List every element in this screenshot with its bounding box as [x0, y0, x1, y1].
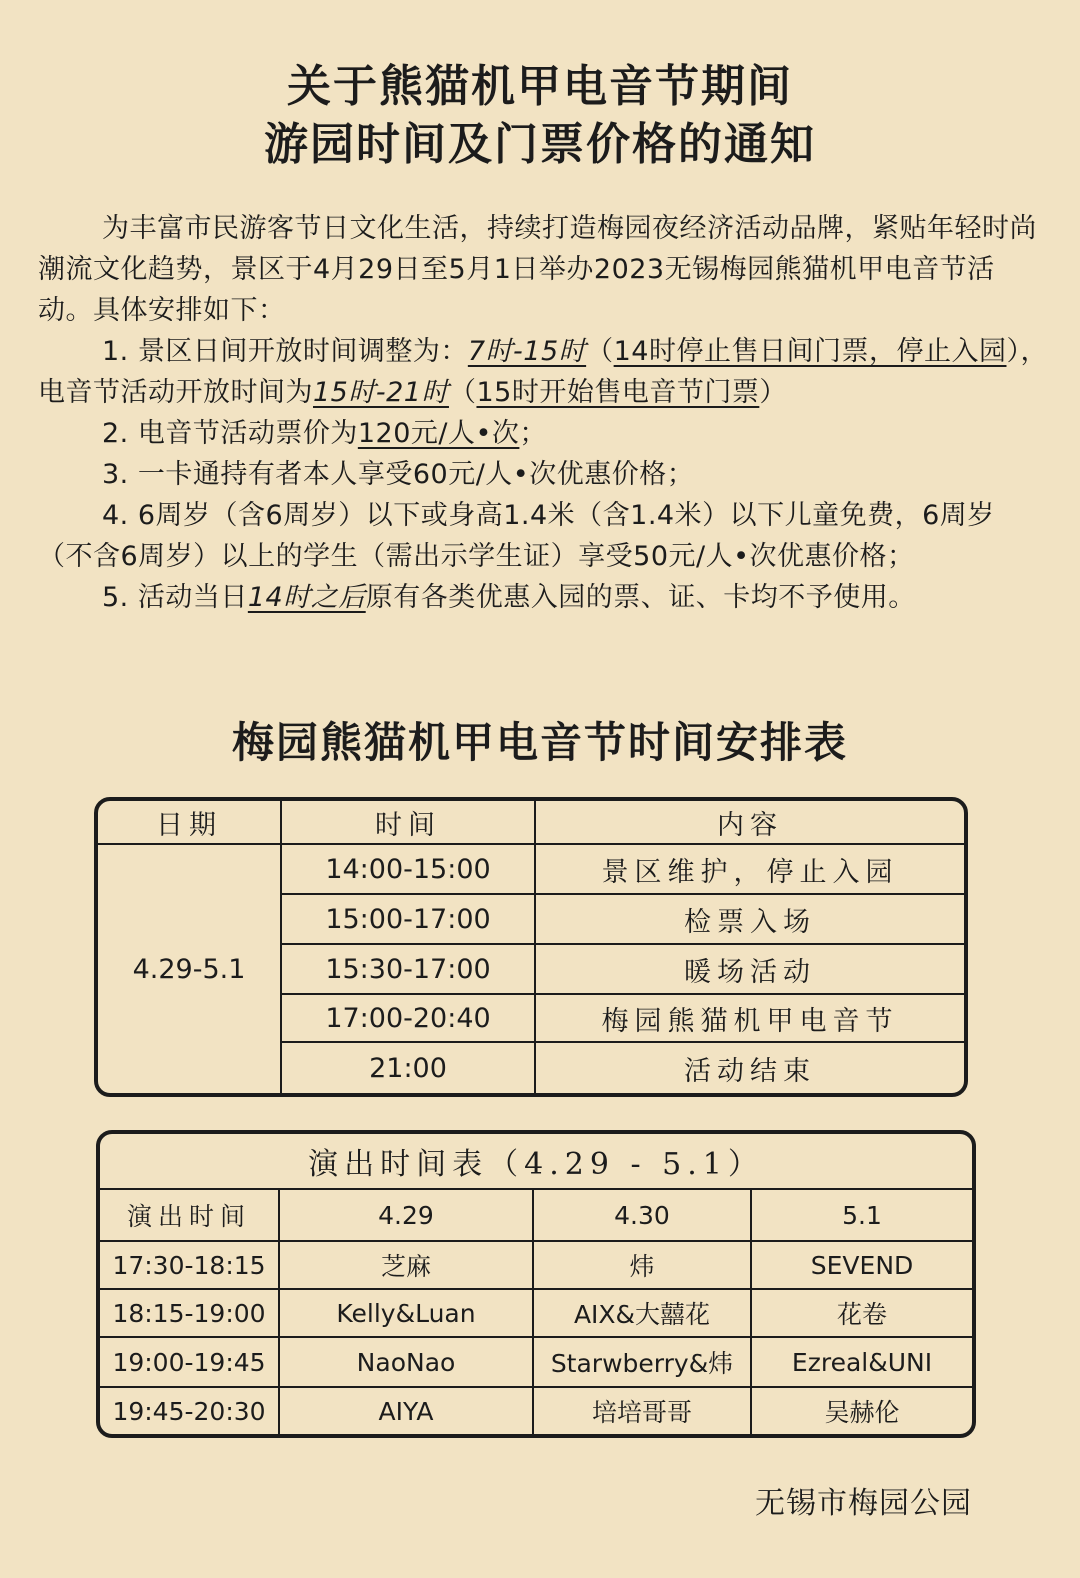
performer: AIX&大囍花: [534, 1290, 752, 1338]
performer: 芝麻: [280, 1242, 534, 1290]
performer: SEVEND: [752, 1242, 972, 1290]
schedule-header-time: 时间: [282, 801, 536, 845]
performance-slot: 19:00-19:45: [100, 1338, 280, 1388]
schedule-content: 活动结束: [684, 1055, 816, 1087]
schedule-time: 17:00-20:40: [282, 995, 536, 1043]
performer: 培培哥哥: [534, 1388, 752, 1434]
item-3: 3. 一卡通持有者本人享受60元/人•次优惠价格；: [102, 459, 695, 490]
festival-hours: 15时-21时: [313, 377, 449, 408]
item-5: 5. 活动当日14时之后原有各类优惠入园的票、证、卡均不予使用。: [102, 582, 916, 613]
performer: NaoNao: [280, 1338, 534, 1388]
performer: Ezreal&UNI: [752, 1338, 972, 1388]
notice-title-line1: 关于熊猫机甲电音节期间: [287, 61, 793, 112]
schedule-header-date: 日期: [98, 801, 282, 845]
schedule-content: 景区维护，停止入园: [536, 845, 964, 895]
performer: Kelly&Luan: [280, 1290, 534, 1338]
performer: Starwberry&炜: [534, 1338, 752, 1388]
day-hours: 7时-15时: [467, 336, 587, 367]
performance-slot: 18:15-19:00: [100, 1290, 280, 1338]
schedule-time: 21:00: [282, 1043, 536, 1093]
performance-header-day: 4.30: [534, 1190, 752, 1242]
intro-paragraph: 为丰富市民游客节日文化生活，持续打造梅园夜经济活动品牌，紧贴年轻时尚潮流文化趋势，景区于4月29日至5月1日举办2023无锡梅园熊猫机甲电音节活动。具体安排如下：: [38, 213, 1037, 326]
issuer-signature: 无锡市梅园公园: [755, 1486, 972, 1521]
performance-header-time: 演出时间: [100, 1190, 280, 1242]
notice-title-line2: 游园时间及门票价格的通知: [264, 119, 816, 170]
schedule-time: 15:00-17:00: [282, 895, 536, 945]
performer: 花卷: [752, 1290, 972, 1338]
performer: 炜: [534, 1242, 752, 1290]
performance-slot: 19:45-20:30: [100, 1388, 280, 1434]
notice-body: [38, 208, 1048, 618]
performer: 吴赫伦: [824, 1398, 900, 1427]
performance-header-day: 4.29: [280, 1190, 534, 1242]
item-1: 1. 景区日间开放时间调整为：7时-15时（14时停止售日间门票，停止入园），电音节活动开放时间为15时-21时（15时开始售电音节门票）: [38, 336, 1048, 408]
schedule-date: 4.29-5.1: [98, 845, 282, 1093]
performance-title: 演出时间表（4.29 - 5.1）: [100, 1134, 972, 1190]
ticket-price: 120元/人•次: [357, 418, 520, 449]
performer: AIYA: [280, 1388, 534, 1434]
schedule-title: 梅园熊猫机甲电音节时间安排表: [231, 718, 848, 767]
performance-header-day: 5.1: [752, 1190, 972, 1242]
item-4: 4. 6周岁（含6周岁）以下或身高1.4米（含1.4米）以下儿童免费，6周岁（不含6周岁）以上的学生（需出示学生证）享受50元/人•次优惠价格；: [38, 500, 995, 572]
schedule-time: 14:00-15:00: [282, 845, 536, 895]
after-14-note: 14时之后: [247, 582, 366, 613]
schedule-header-content: 内容: [536, 801, 964, 845]
schedule-time: 15:30-17:00: [282, 945, 536, 995]
schedule-content: 检票入场: [536, 895, 964, 945]
performance-table: [96, 1130, 976, 1438]
stop-sale-note: 14时停止售日间门票，停止入园: [613, 336, 1007, 367]
schedule-content: 暖场活动: [536, 945, 964, 995]
performance-slot: 17:30-18:15: [100, 1242, 280, 1290]
schedule-table: [94, 797, 968, 1097]
item-2: 2. 电音节活动票价为120元/人•次；: [102, 418, 547, 449]
festival-sale-note: 15时开始售电音节门票: [476, 377, 760, 408]
schedule-content: 梅园熊猫机甲电音节: [536, 995, 964, 1043]
